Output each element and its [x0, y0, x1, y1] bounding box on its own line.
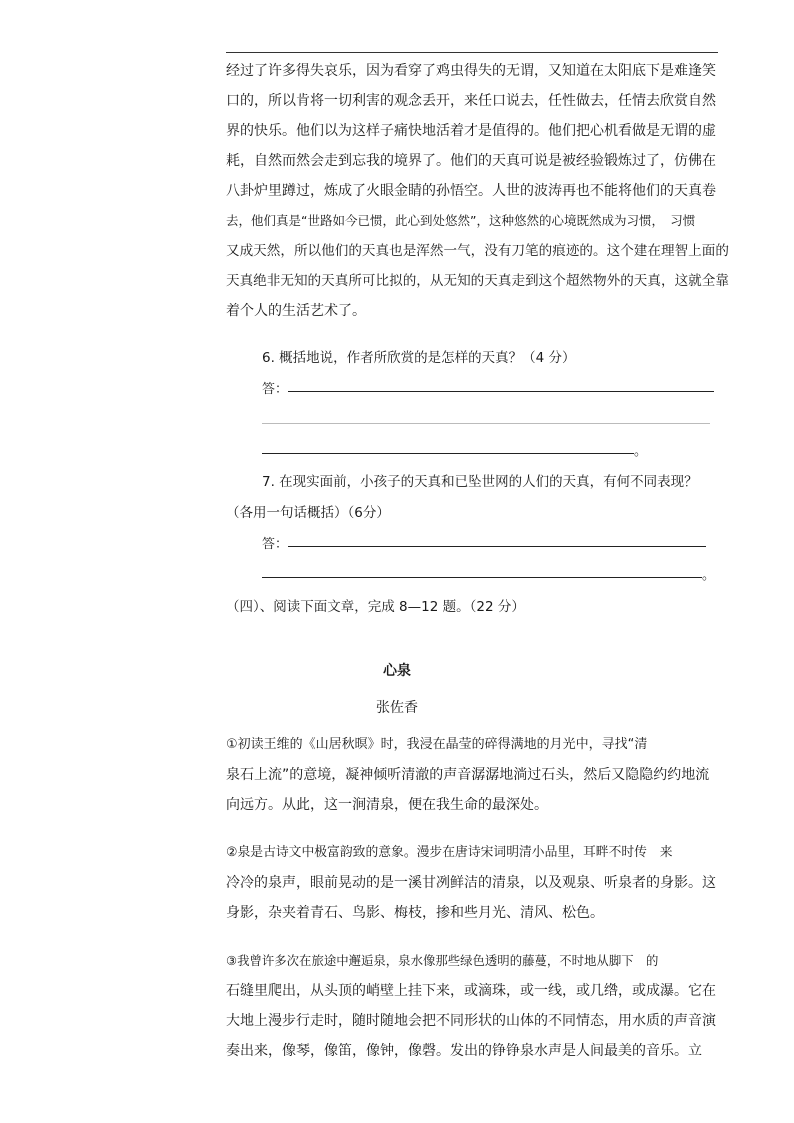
article-line: 冷冷的泉声，眼前晃动的是一溪甘冽鲜洁的清泉，以及观泉、听泉者的身影。这: [226, 875, 716, 891]
q6-answer-line-3[interactable]: [262, 453, 634, 454]
article-line: 石缝里爬出，从头顶的峭壁上挂下来，或滴珠，或一线，或几绺，或成瀑。它在: [226, 983, 716, 999]
section-4-heading: （四）、阅读下面文章，完成 8—12 题。（22 分）: [226, 599, 525, 615]
article-line: 大地上漫步行走时，随时随地会把不同形状的山体的不同情态，用水质的声音演: [226, 1013, 716, 1029]
article-line: 身影，杂夹着青石、鸟影、梅枝，掺和些月光、清风、松色。: [226, 905, 604, 921]
question-6: 6. 概括地说，作者所欣赏的是怎样的天真？（4 分）: [262, 350, 576, 366]
passage-line: 口的，所以肯将一切利害的观念丢开，来任口说去，任性做去，任情去欣赏自然: [226, 93, 716, 109]
passage-line: 去，他们真是“世路如今已惯，此心到处悠然”，这种悠然的心境既然成为习惯， 习惯: [226, 213, 696, 228]
article-paragraph-3: [226, 946, 722, 1066]
q7-answer-line-1[interactable]: [288, 546, 706, 547]
passage-line: 着个人的生活艺术了。: [226, 303, 366, 319]
header-rule: [226, 52, 718, 53]
passage-line: 又成天然，所以他们的天真也是浑然一气，没有刀笔的痕迹的。这个建在理智上面的: [226, 243, 729, 259]
q6-end-mark: 。: [634, 444, 648, 459]
passage-text: [226, 56, 729, 326]
article-paragraph-1: [226, 730, 722, 820]
q7-answer-line-2[interactable]: [262, 577, 702, 578]
passage-line: 八卦炉里蹲过，炼成了火眼金睛的孙悟空。人世的波涛再也不能将他们的天真卷: [226, 183, 716, 199]
article-title: 心泉: [383, 663, 411, 679]
article-line: 泉石上流”的意境，凝神倾听清澈的声音潺潺地淌过石头，然后又隐隐约约地流: [226, 767, 710, 783]
article-line: 奏出来，像琴，像笛，像钟，像磬。发出的铮铮泉水声是人间最美的音乐。立: [226, 1043, 702, 1059]
question-7-line-2: （各用一句话概括）（6分）: [226, 505, 390, 521]
passage-line: 经过了许多得失哀乐，因为看穿了鸡虫得失的无谓，又知道在太阳底下是难逢笑: [226, 63, 716, 79]
article-paragraph-2: [226, 838, 722, 928]
q7-answer-label: 答：: [262, 537, 289, 552]
article-line: ③我曾许多次在旅途中邂逅泉，泉水像那些绿色透明的藤蔓，不时地从脚下 的: [226, 953, 659, 968]
passage-line: 界的快乐。他们以为这样子痛快地活着才是值得的。他们把心机看做是无谓的虚: [226, 123, 716, 139]
q6-answer-line-1[interactable]: [288, 391, 714, 392]
article-line: ①初读王维的《山居秋暝》时，我浸在晶莹的碎得满地的月光中，寻找“清: [226, 737, 648, 752]
article-line: ②泉是古诗文中极富韵致的意象。漫步在唐诗宋词明清小品里，耳畔不时传 来: [226, 845, 673, 860]
q7-end-mark: 。: [702, 568, 716, 583]
passage-line: 耗，自然而然会走到忘我的境界了。他们的天真可说是被经验锻炼过了，仿佛在: [226, 153, 716, 169]
passage-line: 天真绝非无知的天真所可比拟的，从无知的天真走到这个超然物外的天真，这就全靠: [226, 273, 729, 289]
question-7-line-1: 7. 在现实面前，小孩子的天真和已坠世网的人们的天真，有何不同表现？: [262, 474, 698, 490]
article-author: 张佐香: [376, 700, 418, 716]
q6-answer-label: 答：: [262, 382, 289, 397]
article-line: 向远方。从此，这一涧清泉，便在我生命的最深处。: [226, 797, 548, 813]
q6-answer-line-2[interactable]: [262, 423, 710, 424]
